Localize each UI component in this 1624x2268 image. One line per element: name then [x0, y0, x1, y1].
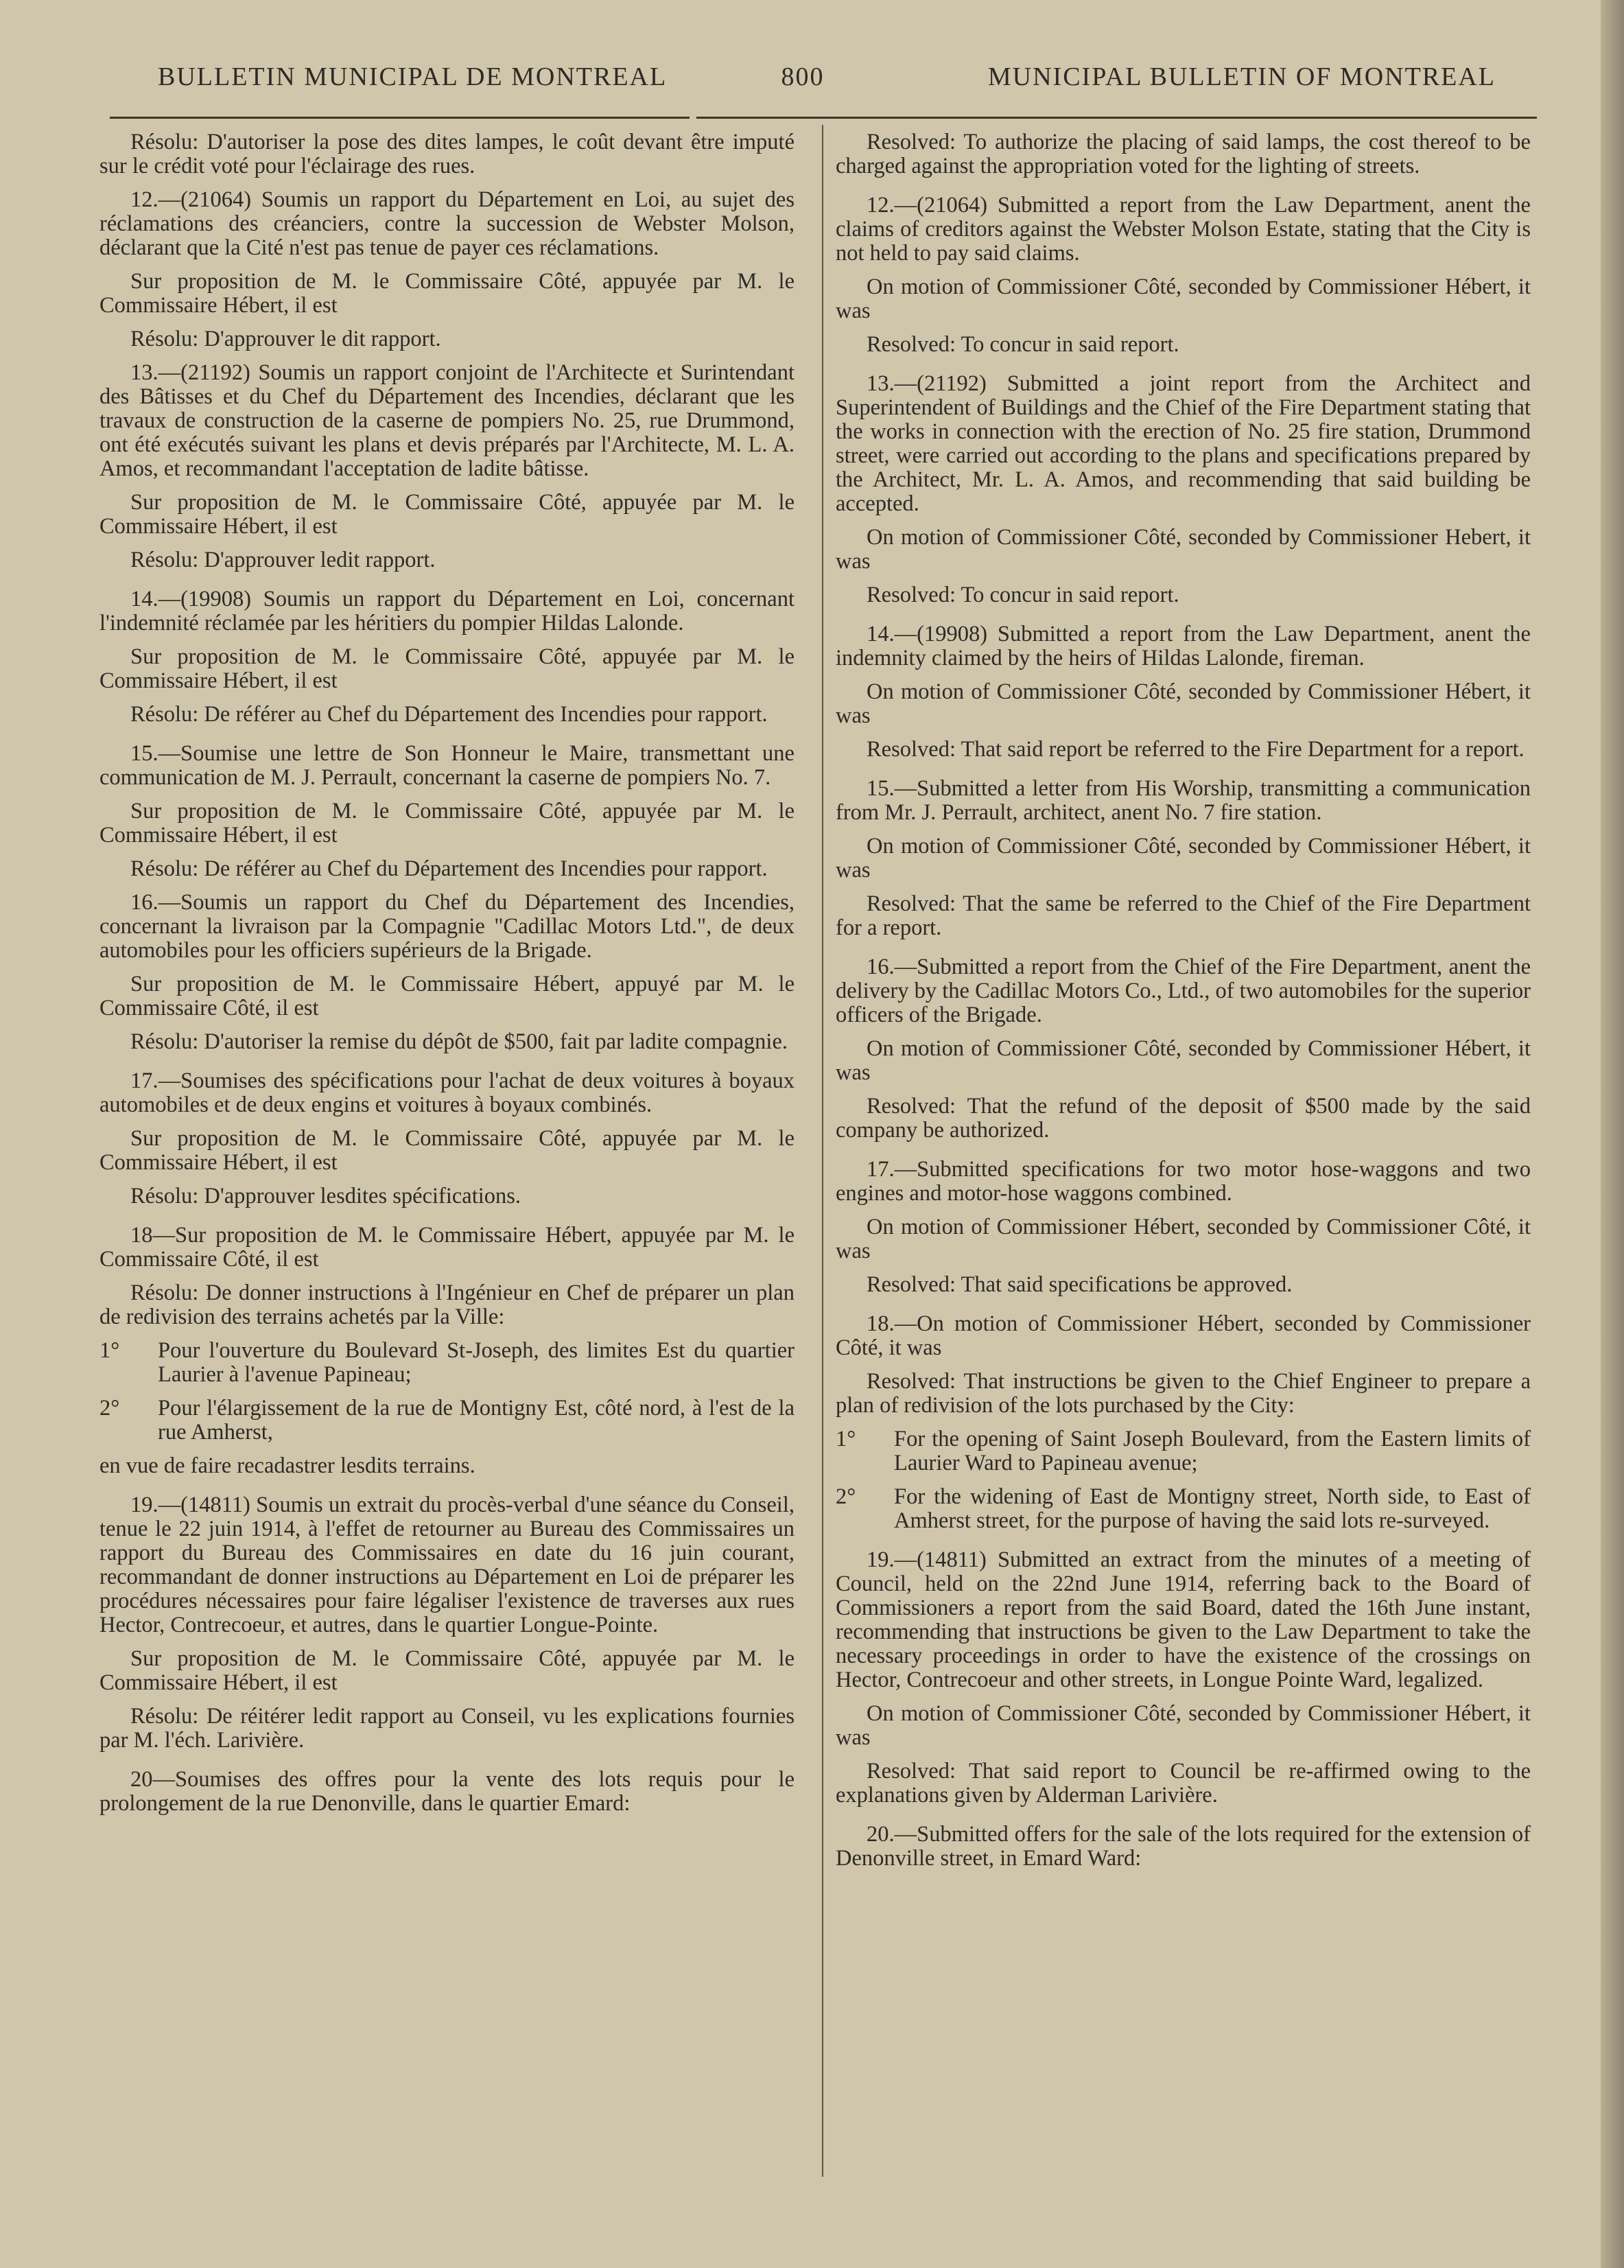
- paragraph: On motion of Commissioner Côté, seconded by Commissioner Hébert, it was: [836, 834, 1531, 882]
- list-number: 1°: [99, 1338, 120, 1363]
- paragraph: 18—Sur proposition de M. le Commissaire Hébert, appuyée par M. le Commissaire Côté, il est: [99, 1223, 795, 1272]
- paragraph: 20.—Submitted offers for the sale of the lots required for the extension of Denonville street, in Emard Ward:: [836, 1822, 1531, 1871]
- list-item-text: Pour l'ouverture du Boulevard St-Joseph, des limites Est du quartier Laurier à l'avenue Papineau;: [158, 1338, 795, 1387]
- paragraph: 17.—Submitted specifications for two motor hose-waggons and two engines and motor-hose waggons combined.: [836, 1157, 1531, 1206]
- page-edge: [1601, 0, 1624, 2268]
- paragraph: 12.—(21064) Soumis un rapport du Département en Loi, au sujet des réclamations des créanciers, contre la succession de Webster Molson, déclarant que la Cité n'est pas tenue de payer ces réclamations.: [99, 187, 795, 260]
- paragraph: Résolu: D'approuver lesdites spécifications.: [130, 1184, 521, 1208]
- header-title-french: BULLETIN MUNICIPAL DE MONTREAL: [158, 62, 668, 91]
- paragraph: Resolved: To concur in said report.: [867, 583, 1179, 607]
- paragraph: Sur proposition de M. le Commissaire Côté, appuyée par M. le Commissaire Hébert, il est: [99, 799, 795, 847]
- paragraph: On motion of Commissioner Côté, seconded by Commissioner Hébert, it was: [836, 274, 1531, 323]
- paragraph: 16.—Submitted a report from the Chief of the Fire Department, anent the delivery by the Cadillac Motors Co., Ltd., of two automobiles for the superior officers of the Brigade.: [836, 955, 1531, 1027]
- paragraph: Resolved: To concur in said report.: [867, 332, 1179, 357]
- paragraph: Resolved: That instructions be given to the Chief Engineer to prepare a plan of redivision of the lots purchased by the City:: [836, 1369, 1531, 1418]
- page-number: 800: [781, 62, 825, 91]
- list-number: 2°: [836, 1484, 856, 1509]
- header-rule-right: [696, 117, 1537, 119]
- paragraph: 17.—Soumises des spécifications pour l'achat de deux voitures à boyaux automobiles et de deux engins et voitures à boyaux combinés.: [99, 1068, 795, 1117]
- paragraph: Resolved: That the same be referred to the Chief of the Fire Department for a report.: [836, 891, 1531, 940]
- header-title-english: MUNICIPAL BULLETIN OF MONTREAL: [987, 62, 1496, 91]
- list-item: [836, 1485, 1531, 1533]
- list-item-text: For the opening of Saint Joseph Boulevard, from the Eastern limits of Laurier Ward to Papineau avenue;: [894, 1427, 1531, 1475]
- paragraph: Sur proposition de M. le Commissaire Côté, appuyée par M. le Commissaire Hébert, il est: [99, 269, 795, 318]
- english-column: [836, 130, 1531, 1880]
- paragraph: 13.—(21192) Soumis un rapport conjoint de l'Architecte et Surintendant des Bâtisses et du Chef du Département des Incendies, déclarant que les travaux de construction de la caserne de pompiers No. 25, rue Drummond, ont été exécutés suivant les plans et devis préparés par l'Architecte, M. L. A. Amos, et recommandant l'acceptation de ladite bâtisse.: [99, 360, 795, 481]
- paragraph: 15.—Submitted a letter from His Worship, transmitting a communication from Mr. J. Perrault, architect, anent No. 7 fire station.: [836, 776, 1531, 825]
- paragraph: 18.—On motion of Commissioner Hébert, seconded by Commissioner Côté, it was: [836, 1311, 1531, 1360]
- paragraph: 13.—(21192) Submitted a joint report from the Architect and Superintendent of Buildings and the Chief of the Fire Department stating that the works in connection with the erection of No. 25 fire station, Drummond street, were carried out according to the plans and specifications prepared by the Architect, Mr. L. A. Amos, and recommending that said building be accepted.: [836, 371, 1531, 516]
- list-number: 1°: [836, 1427, 856, 1451]
- paragraph: 19.—(14811) Soumis un extrait du procès-verbal d'une séance du Conseil, tenue le 22 juin 1914, à l'effet de retourner au Bureau des Commissaires un rapport du Bureau des Commissaires en date du 16 juin courant, recommandant de donner instructions au Département en Loi de préparer les procédures nécessaires pour faire légaliser l'existence de traverses aux rues Hector, Contrecoeur, et autres, dans le quartier Longue-Pointe.: [99, 1493, 795, 1637]
- list-item-text: Pour l'élargissement de la rue de Montigny Est, côté nord, à l'est de la rue Amherst,: [158, 1396, 795, 1445]
- paragraph: en vue de faire recadastrer lesdits terrains.: [99, 1453, 475, 1478]
- paragraph: Résolu: D'autoriser la pose des dites lampes, le coût devant être imputé sur le crédit voté pour l'éclairage des rues.: [99, 130, 795, 178]
- list-item: [99, 1396, 795, 1445]
- paragraph: Résolu: De référer au Chef du Département des Incendies pour rapport.: [130, 856, 768, 881]
- paragraph: Resolved: To authorize the placing of said lamps, the cost thereof to be charged against the appropriation voted for the lighting of streets.: [836, 130, 1531, 178]
- paragraph: Resolved: That said report be referred to the Fire Department for a report.: [867, 737, 1525, 762]
- paragraph: 15.—Soumise une lettre de Son Honneur le Maire, transmettant une communication de M. J. Perrault, concernant la caserne de pompiers No. 7.: [99, 741, 795, 790]
- paragraph: On motion of Commissioner Côté, seconded by Commissioner Hébert, it was: [836, 1701, 1531, 1750]
- paragraph: On motion of Commissioner Côté, seconded by Commissioner Hébert, it was: [836, 679, 1531, 728]
- paragraph: 20—Soumises des offres pour la vente des lots requis pour le prolongement de la rue Denonville, dans le quartier Emard:: [99, 1767, 795, 1816]
- paragraph: On motion of Commissioner Côté, seconded by Commissioner Hébert, it was: [836, 1036, 1531, 1085]
- paragraph: Sur proposition de M. le Commissaire Côté, appuyée par M. le Commissaire Hébert, il est: [99, 644, 795, 693]
- paragraph: Sur proposition de M. le Commissaire Côté, appuyée par M. le Commissaire Hébert, il est: [99, 1646, 795, 1695]
- list-item: [99, 1339, 795, 1387]
- paragraph: 12.—(21064) Submitted a report from the Law Department, anent the claims of creditors against the Webster Molson Estate, stating that the City is not held to pay said claims.: [836, 193, 1531, 266]
- paragraph: 16.—Soumis un rapport du Chef du Département des Incendies, concernant la livraison par la Compagnie "Cadillac Motors Ltd.", de deux automobiles pour les officiers supérieurs de la Brigade.: [99, 890, 795, 963]
- list-item-text: For the widening of East de Montigny street, North side, to East of Amherst street, for the purpose of having the said lots re-surveyed.: [894, 1484, 1531, 1533]
- paragraph: Résolu: De réitérer ledit rapport au Conseil, vu les explications fournies par M. l'éch. Larivière.: [99, 1704, 795, 1753]
- paragraph: Sur proposition de M. le Commissaire Hébert, appuyé par M. le Commissaire Côté, il est: [99, 972, 795, 1020]
- column-divider: [822, 125, 823, 2177]
- paragraph: Resolved: That said report to Council be re-affirmed owing to the explanations given by Alderman Larivière.: [836, 1759, 1531, 1808]
- page-header: [110, 62, 1496, 103]
- paragraph: Resolved: That the refund of the deposit of $500 made by the said company be authorized.: [836, 1094, 1531, 1143]
- paragraph: On motion of Commissioner Côté, seconded by Commissioner Hebert, it was: [836, 525, 1531, 574]
- paragraph: Résolu: D'approuver le dit rapport.: [130, 327, 441, 351]
- header-rule-left: [110, 117, 690, 119]
- paragraph: Sur proposition de M. le Commissaire Côté, appuyée par M. le Commissaire Hébert, il est: [99, 1126, 795, 1175]
- paragraph: Sur proposition de M. le Commissaire Côté, appuyée par M. le Commissaire Hébert, il est: [99, 490, 795, 539]
- paragraph: 14.—(19908) Submitted a report from the Law Department, anent the indemnity claimed by the heirs of Hildas Lalonde, fireman.: [836, 622, 1531, 670]
- french-column: [99, 130, 795, 1825]
- paragraph: Résolu: De donner instructions à l'Ingénieur en Chef de préparer un plan de redivision des terrains achetés par la Ville:: [99, 1281, 795, 1329]
- paragraph: 19.—(14811) Submitted an extract from the minutes of a meeting of Council, held on the 22nd June 1914, referring back to the Board of Commissioners a report from the said Board, dated the 16th June instant, recommending that instructions be given to the Law Department to take the necessary proceedings in order to have the existence of the crossings on Hector, Contrecoeur and other streets, in Longue Pointe Ward, legalized.: [836, 1547, 1531, 1692]
- list-item: [836, 1427, 1531, 1475]
- paragraph: Résolu: D'autoriser la remise du dépôt de $500, fait par ladite compagnie.: [130, 1029, 788, 1054]
- paragraph: Résolu: D'approuver ledit rapport.: [130, 548, 436, 572]
- paragraph: 14.—(19908) Soumis un rapport du Département en Loi, concernant l'indemnité réclamée par les héritiers du pompier Hildas Lalonde.: [99, 587, 795, 635]
- paragraph: Resolved: That said specifications be approved.: [867, 1272, 1293, 1297]
- paragraph: On motion of Commissioner Hébert, seconded by Commissioner Côté, it was: [836, 1215, 1531, 1263]
- list-number: 2°: [99, 1396, 120, 1421]
- paragraph: Résolu: De référer au Chef du Département des Incendies pour rapport.: [130, 702, 768, 727]
